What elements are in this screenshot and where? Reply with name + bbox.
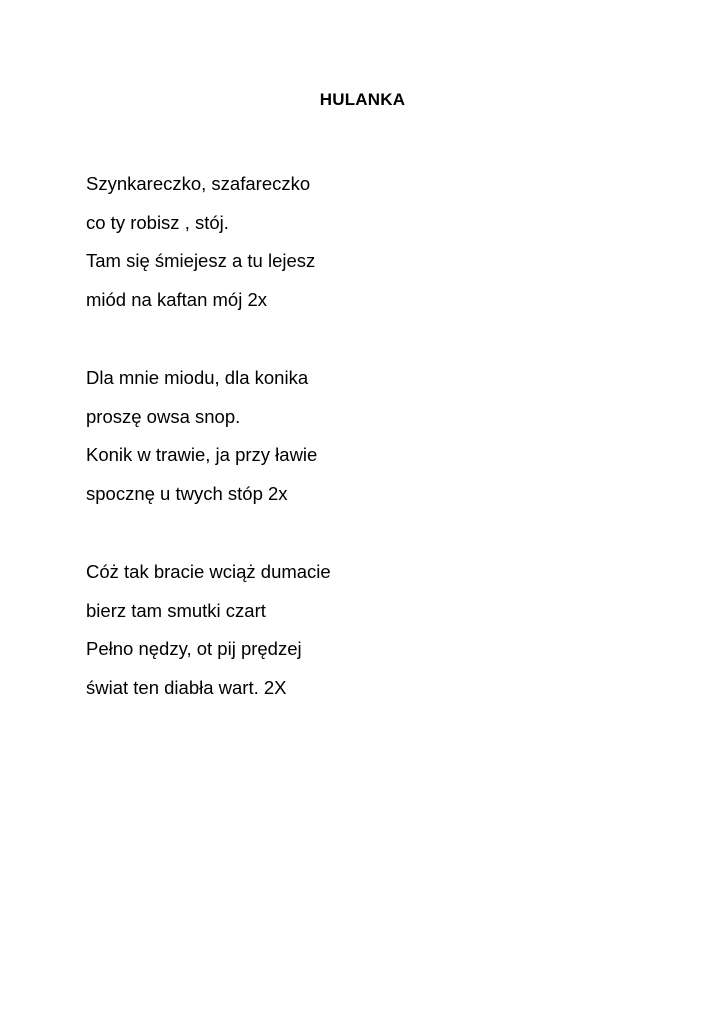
- poem-line: miód na kaftan mój 2x: [86, 288, 267, 310]
- stanza-3: [86, 553, 646, 707]
- poem-line: spocznę u twych stóp 2x: [86, 482, 288, 504]
- poem-line: Dla mnie miodu, dla konika: [86, 367, 309, 388]
- poem-line: świat ten diabła wart. 2X: [86, 676, 287, 698]
- poem-line: bierz tam smutki czart: [86, 599, 266, 621]
- poem-line: Tam się śmiejesz a tu lejesz: [86, 250, 316, 271]
- poem-line: co ty robisz , stój.: [86, 211, 229, 233]
- poem-line: Pełno nędzy, ot pij prędzej: [86, 638, 302, 659]
- document-title: HULANKA: [319, 90, 406, 109]
- stanza-1: [86, 165, 646, 319]
- poem-body: [86, 165, 646, 747]
- poem-line: Cóż tak bracie wciąż dumacie: [86, 561, 331, 582]
- stanza-2: [86, 359, 646, 513]
- poem-line: Szynkareczko, szafareczko: [86, 173, 311, 194]
- poem-line: Konik w trawie, ja przy ławie: [86, 444, 318, 465]
- poem-line: proszę owsa snop.: [86, 405, 241, 427]
